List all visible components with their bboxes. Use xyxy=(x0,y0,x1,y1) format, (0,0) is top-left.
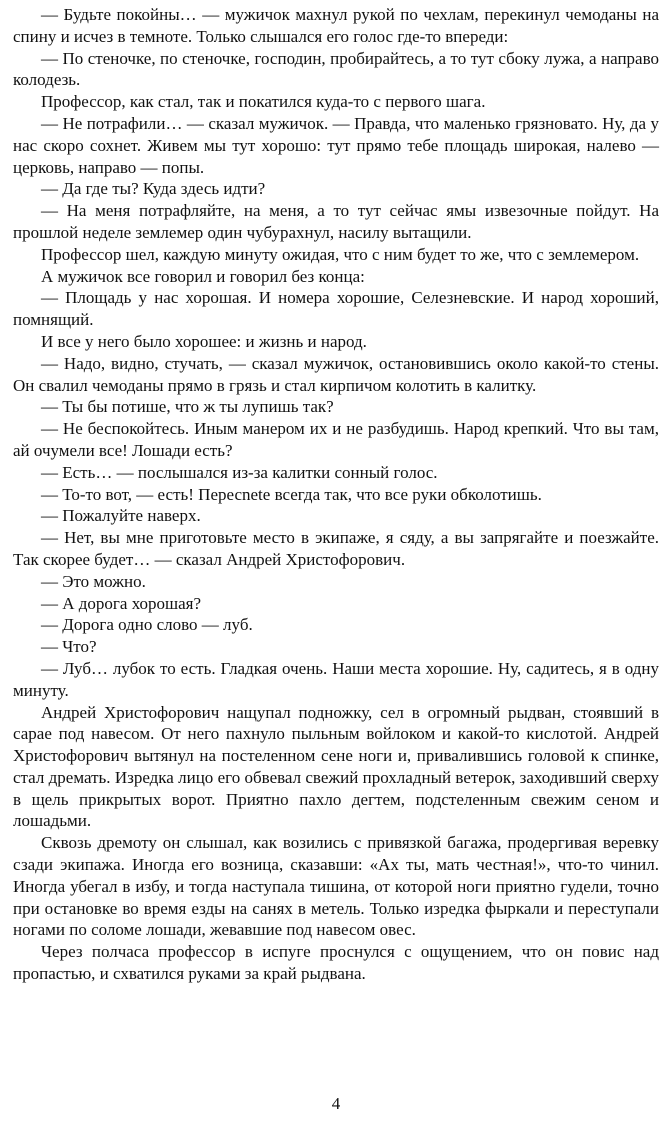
paragraph: Профессор шел, каждую минуту ожидая, что с ним будет то же, что с землемером. xyxy=(41,244,640,264)
paragraph: — Это можно. xyxy=(41,571,146,591)
paragraph: — Ты бы потише, что ж ты лупишь так? xyxy=(41,397,334,417)
paragraph: — Не потрафили… — сказал мужичок. — Правда, что маленько грязновато. Ну, да у нас скоро сохнет. Живем мы тут хорошо: тут прямо тебе площадь широкая, налево — церковь, направо — попы. xyxy=(13,113,659,177)
paragraph: А мужичок все говорил и говорил без конца: xyxy=(41,266,365,286)
paragraph: — Надо, видно, стучать, — сказал мужичок, остановившись около какой-то стены. Он свалил чемоданы прямо в грязь и стал кирпичом колотить в калитку. xyxy=(13,353,659,395)
paragraph: — Пожалуйте наверх. xyxy=(41,506,201,526)
paragraph: Профессор, как стал, так и покатился куда-то с первого шага. xyxy=(41,92,486,112)
paragraph: Андрей Христофорович нащупал подножку, сел в огромный рыдван, стоявший в сарае под навесом. От него пахнуло пыльным войлоком и какой-то кислотой. Андрей Христофорович вытянул на постеленном сене ноги и, привалившись головой к спинке, стал дремать. Изредка лицо его обвевал свежий прохладный ветерок, заходивший сверху в щель прикрытых ворот. Приятно пахло дегтем, подстеленным свежим сеном и лошадьми. xyxy=(13,702,659,831)
paragraph: — По стеночке, по стеночке, господин, пробирайтесь, а то тут сбоку лужа, а направо колодезь. xyxy=(13,48,659,90)
body-text xyxy=(13,0,659,985)
paragraph: Через полчаса профессор в испуге проснулся с ощущением, что он повис над пропастью, и схватился руками за край рыдвана. xyxy=(13,942,659,984)
paragraph: — Дорога одно слово — луб. xyxy=(41,615,253,635)
paragraph: — Нет, вы мне приготовьте место в экипаже, я сяду, а вы запрягайте и поезжайте. Так скорее будет… — сказал Андрей Христофорович. xyxy=(13,528,659,569)
paragraph: — Луб… лубок то есть. Гладкая очень. Наши места хорошие. Ну, садитесь, я в одну минуту. xyxy=(13,658,659,700)
paragraph: — То-то вот, — есть! Пересnete всегда так, что все руки обколотишь. xyxy=(41,484,542,504)
paragraph: — На меня потрафляйте, на меня, а то тут сейчас ямы извезочные пойдут. На прошлой неделе землемер один чубурахнул, насилу вытащили. xyxy=(13,201,659,242)
paragraph: — Не беспокойтесь. Иным манером их и не разбудишь. Народ крепкий. Что вы там, ай очумели все! Лошади есть? xyxy=(13,419,659,460)
paragraph: И все у него было хорошее: и жизнь и народ. xyxy=(41,331,367,351)
paragraph: — Да где ты? Куда здесь идти? xyxy=(41,179,266,199)
paragraph: — Площадь у нас хорошая. И номера хорошие, Селезневские. И народ хороший, помнящий. xyxy=(13,288,659,330)
page-number: 4 xyxy=(331,1094,341,1113)
paragraph: — Что? xyxy=(41,637,97,657)
paragraph: — Есть… — послышался из-за калитки сонный голос. xyxy=(41,462,438,482)
paragraph: Сквозь дремоту он слышал, как возились с привязкой багажа, продергивая веревку сзади экипажа. Иногда его возница, сказавши: «Ах ты, мать честная!», что-то чинил. Иногда убегал в избу, и тогда наступала тишина, от которой ноги приятно гудели, точно при остановке во время езды на санях в метель. Только изредка фыркали и переступали ногами по соломе лошади, жевавшие под навесом овес. xyxy=(13,833,659,940)
paragraph: — А дорога хорошая? xyxy=(41,593,202,613)
paragraph: — Будьте покойны… — мужичок махнул рукой по чехлам, перекинул чемоданы на спину и исчез в темноте. Только слышался его голос где-то впереди: xyxy=(13,5,659,46)
book-page xyxy=(13,0,659,1124)
